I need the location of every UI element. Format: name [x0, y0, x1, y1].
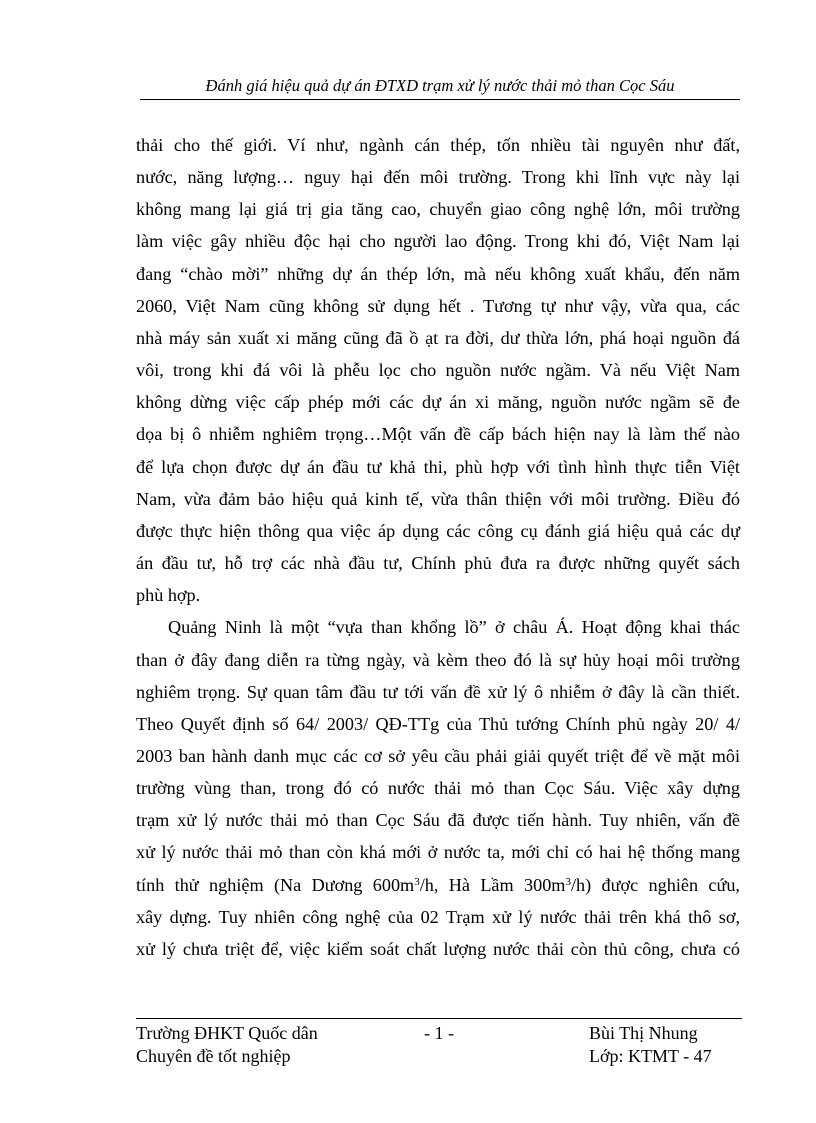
footer-class: Lớp: KTMT - 47	[589, 1046, 712, 1066]
text-line: Theo Quyết định số 64/ 2003/ QĐ-TTg của Thủ tướng Chính phủ ngày 20/ 4/	[136, 713, 740, 734]
footer-author: Bùi Thị Nhung	[589, 1023, 698, 1043]
footer-divider	[136, 1018, 742, 1019]
text-line: trường vùng than, trong đó có nước thải mỏ than Cọc Sáu. Việc xây dựng	[136, 778, 740, 799]
paragraph-1	[136, 129, 740, 611]
text-line: làm việc gây nhiều độc hại cho người lao động. Trong khi đó, Việt Nam lại	[136, 231, 740, 252]
text-line: dọa bị ô nhiễm nghiêm trọng…Một vấn đề cấp bách hiện nay là làm thế nào	[136, 424, 740, 445]
text-line-with-superscript	[136, 869, 740, 901]
text-line: nhà máy sản xuất xi măng cũng đã ồ ạt ra đời, dư thừa lớn, phá hoại nguồn đá	[136, 327, 740, 348]
page-header-title: Đánh giá hiệu quả dự án ĐTXD trạm xử lý nước thải mỏ than Cọc Sáu	[205, 76, 675, 95]
text-line: án đầu tư, hỗ trợ các nhà đầu tư, Chính phủ đưa ra được những quyết sách	[136, 553, 740, 574]
superscript: 3	[565, 875, 571, 888]
text-line: nước, năng lượng… nguy hại đến môi trường. Trong khi lĩnh vực này lại	[136, 167, 740, 188]
text-segment: tính thử nghiệm (Na Dương 600m	[136, 874, 415, 895]
text-line: không mang lại giá trị gia tăng cao, chuyển giao công nghệ lớn, môi trường	[136, 199, 740, 220]
header-divider	[140, 99, 740, 100]
text-line: Nam, vừa đảm bảo hiệu quả kinh tế, vừa thân thiện với môi trường. Điều đó	[136, 488, 740, 509]
text-line: 2060, Việt Nam cũng không sử dụng hết . Tương tự như vậy, vừa qua, các	[136, 295, 740, 316]
paragraph-2	[136, 611, 740, 965]
text-line: đang “chào mời” những dự án thép lớn, mà nếu không xuất khẩu, đến năm	[136, 263, 740, 284]
text-line: phù hợp.	[136, 585, 201, 606]
text-line: trạm xử lý nước thải mỏ than Cọc Sáu đã được tiến hành. Tuy nhiên, vấn đề	[136, 810, 740, 831]
footer-school: Trường ĐHKT Quốc dân	[136, 1023, 318, 1043]
text-line: được thực hiện thông qua việc áp dụng các công cụ đánh giá hiệu quả các dự	[136, 520, 740, 541]
text-segment: /h) được nghiên cứu,	[570, 874, 740, 895]
text-line: than ở đây đang diễn ra từng ngày, và kèm theo đó là sự hủy hoại môi trường	[136, 649, 740, 670]
text-line: Quảng Ninh là một “vựa than khổng lồ” ở châu Á. Hoạt động khai thác	[168, 617, 740, 638]
text-line: nghiêm trọng. Sự quan tâm đầu tư tới vấn đề xử lý ô nhiễm ở đây là cần thiết.	[136, 681, 740, 702]
text-line: xử lý chưa triệt để, việc kiểm soát chất lượng nước thải còn thủ công, chưa có	[136, 938, 740, 959]
text-line: không dừng việc cấp phép mới các dự án xi măng, nguồn nước ngầm sẽ đe	[136, 392, 740, 413]
page-number: - 1 -	[424, 1023, 454, 1043]
text-segment: /h, Hà Lầm 300m	[419, 874, 566, 895]
text-line: xây dựng. Tuy nhiên công nghệ của 02 Trạm xử lý nước thải trên khá thô sơ,	[136, 906, 740, 927]
footer-doc-type: Chuyên đề tốt nghiệp	[136, 1046, 291, 1066]
text-line: thải cho thế giới. Ví như, ngành cán thép, tốn nhiều tài nguyên như đất,	[136, 135, 740, 155]
text-line: để lựa chọn được dự án đầu tư khả thi, phù hợp với tình hình thực tiễn Việt	[136, 456, 740, 477]
superscript: 3	[414, 875, 420, 888]
text-line: vôi, trong khi đá vôi là phễu lọc cho nguồn nước ngầm. Và nếu Việt Nam	[136, 360, 740, 381]
document-body	[136, 129, 740, 965]
text-line: 2003 ban hành danh mục các cơ sở yêu cầu phải giải quyết triệt để về mặt môi	[136, 745, 740, 766]
text-line: xử lý nước thải mỏ than còn khá mới ở nước ta, mới chỉ có hai hệ thống mang	[136, 842, 740, 863]
